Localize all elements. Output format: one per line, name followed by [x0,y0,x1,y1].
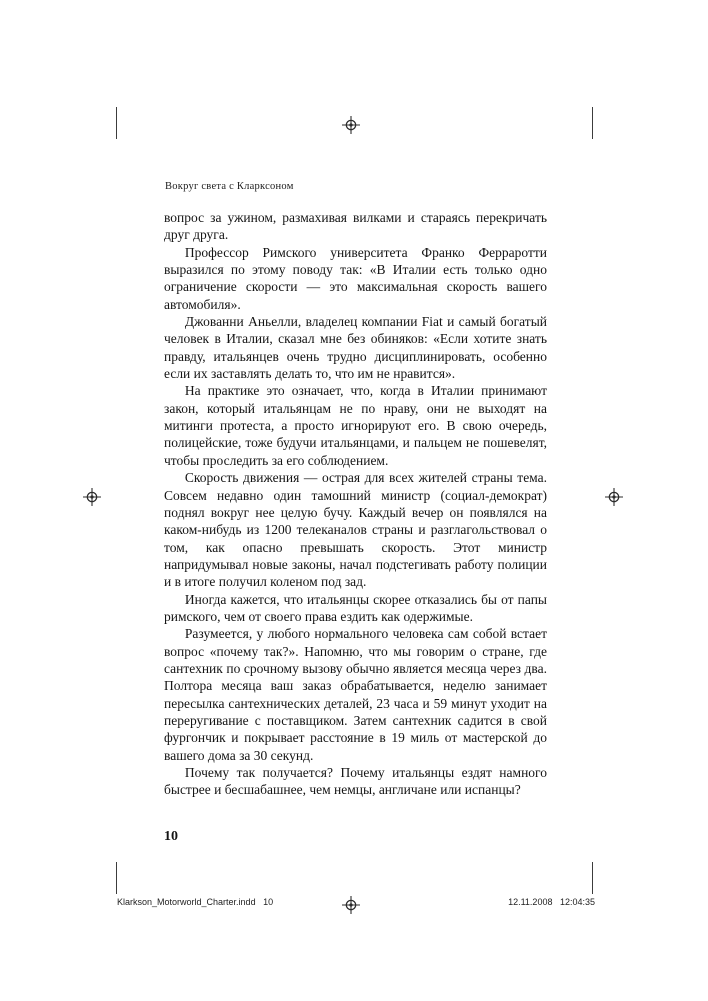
paragraph: Профессор Римского университета Франко Ферраротти выразился по этому поводу так: «В Италии есть только одно ограничение скорости — это максимальная скорость вашего автомобиля». [164,244,547,312]
paragraph: вопрос за ужином, размахивая вилками и стараясь перекричать друг друга. [164,210,547,243]
body-text-column [164,209,547,799]
registration-mark-icon [342,896,360,914]
paragraph: На практике это означает, что, когда в Италии принимают закон, который итальянцам не по нраву, они не выходят на митинги протеста, а просто игнорируют его. В свою очередь, полицейские, тоже будучи итальянцами, и пальцем не пошевелят, чтобы проследить за его соблюдением. [164,383,547,468]
paragraph: Джованни Аньелли, владелец компании Fiat и самый богатый человек в Италии, сказал мне без обиняков: «Если хотите знать правду, итальянцев очень трудно дисциплинировать, особенно если их заставлять делать то, что им не нравится». [164,314,547,382]
registration-mark-icon [342,116,360,134]
paragraph: Разумеется, у любого нормального человека сам собой встает вопрос «почему так?». Напомню, что мы говорим о стране, где сантехник по срочному вызову обычно является месяца через два. Полтора месяца ваш заказ обрабатывается, неделю занимает пересылка сантехнических деталей, 23 часа и 59 минут уходит на переругивание с поставщиком. Затем сантехник садится в свой фургончик и покрывает расстояние в 19 миль от мастерской до вашего дома за 30 секунд. [164,626,547,763]
running-header: Вокруг света с Кларксоном [165,181,294,192]
paragraph: Иногда кажется, что итальянцы скорее отказались бы от папы римского, чем от своего права ездить как одержимые. [164,591,547,624]
crop-mark-bottom-right [592,862,593,894]
paragraph: Скорость движения — острая для всех жителей страны тема. Совсем недавно один тамошний министр (социал-демократ) поднял вокруг нее целую бучу. Каждый вечер он появлялся на каком-нибудь из 1200 телеканалов страны и разглагольствовал о том, как опасно превышать скорость. Этот министр напридумывал новые законы, начал подстегивать работу полиции и в итоге получил коленом под зад. [164,470,547,590]
page-number: 10 [164,829,178,844]
crop-mark-top-right [592,107,593,139]
crop-mark-bottom-left [116,862,117,894]
slug-filename: Klarkson_Motorworld_Charter.indd 10 [117,897,274,907]
crop-mark-top-left [116,107,117,139]
registration-mark-icon [83,488,101,506]
paragraph: Почему так получается? Почему итальянцы ездят намного быстрее и бесшабашнее, чем немцы, англичане или испанцы? [164,765,547,798]
slug-datetime: 12.11.2008 12:04:35 [508,897,595,907]
registration-mark-icon [605,488,623,506]
